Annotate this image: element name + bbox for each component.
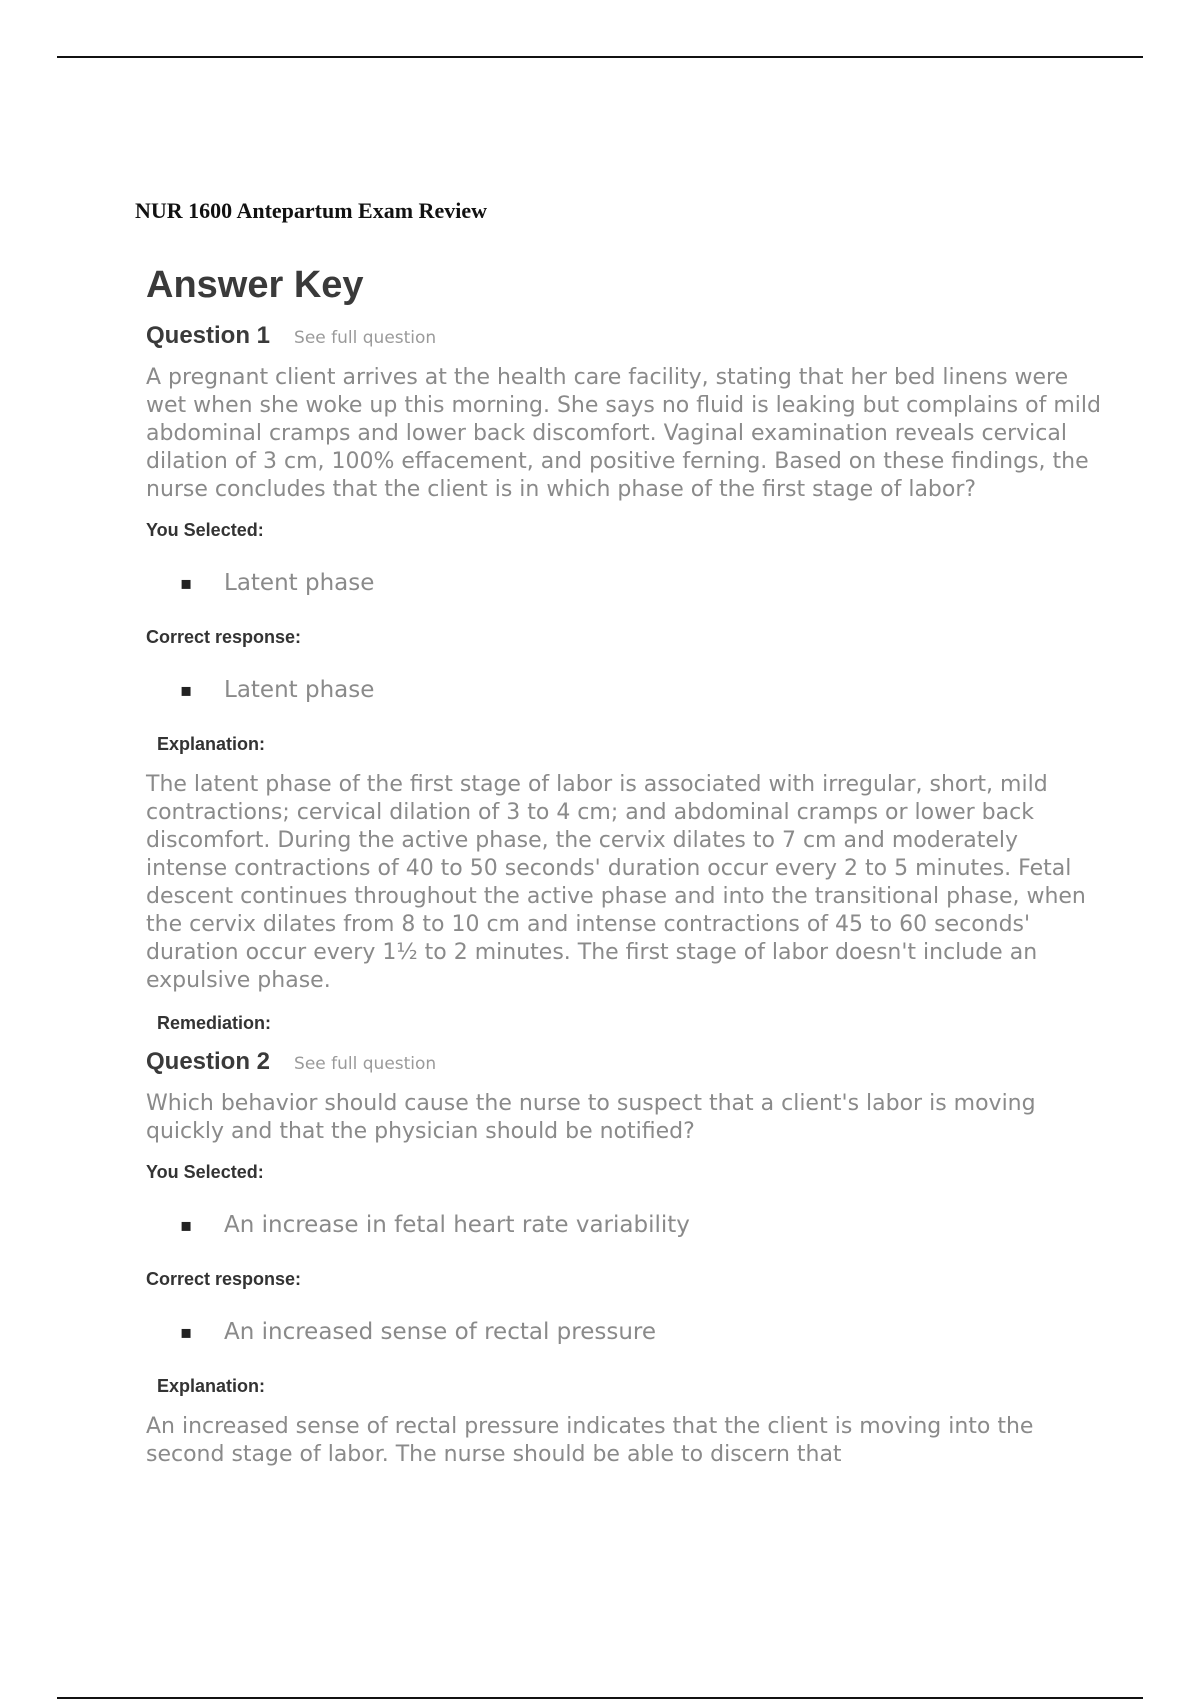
- remediation-label: Remediation:: [157, 1013, 272, 1033]
- you-selected-label: You Selected:: [146, 520, 264, 540]
- you-selected-label: You Selected:: [146, 1162, 264, 1182]
- correct-answer: [146, 1302, 1106, 1362]
- bullet-icon: ▪: [180, 1214, 193, 1236]
- correct-response-label: Correct response:: [146, 627, 302, 647]
- explanation-label: Explanation:: [157, 1376, 266, 1396]
- correct-answer-text: An increased sense of rectal pressure: [224, 1319, 657, 1345]
- question-block: [146, 1048, 1106, 1469]
- bottom-rule: [57, 1697, 1143, 1699]
- top-rule: [57, 56, 1143, 58]
- bullet-icon: ▪: [180, 679, 193, 701]
- question-text: A pregnant client arrives at the health care facility, stating that her bed linens were wet when she woke up this morning. She says no fluid is leaking but complains of mild abdominal cramps and lower back discomfort. Vaginal examination reveals cervical dilation of 3 cm, 100% effacement, and positive ferning. Based on these findings, the nurse concludes that the client is in which phase of the first stage of labor?: [146, 365, 1101, 502]
- bullet-icon: ▪: [180, 1321, 193, 1343]
- selected-answer-text: An increase in fetal heart rate variability: [224, 1212, 690, 1238]
- correct-answer-text: Latent phase: [224, 677, 375, 703]
- question-title: Question 1: [146, 322, 271, 349]
- answer-key-heading: Answer Key: [146, 264, 364, 306]
- see-full-question-link[interactable]: See full question: [294, 1054, 437, 1074]
- explanation-text: The latent phase of the first stage of labor is associated with irregular, short, mild contractions; cervical dilation of 3 to 4 cm; and abdominal cramps or lower back discomfort. During the active phase, the cervix dilates to 7 cm and moderately intense contractions of 40 to 50 seconds' duration occur every 2 to 5 minutes. Fetal descent continues throughout the active phase and into the transitional phase, when the cervix dilates from 8 to 10 cm and intense contractions of 45 to 60 seconds' duration occur every 1½ to 2 minutes. The first stage of labor doesn't include an expulsive phase.: [146, 772, 1086, 993]
- see-full-question-link[interactable]: See full question: [294, 328, 437, 348]
- document-title: NUR 1600 Antepartum Exam Review: [135, 198, 487, 223]
- question-block: [146, 322, 1106, 1034]
- selected-answer: [146, 553, 1106, 613]
- selected-answer: [146, 1195, 1106, 1255]
- answer-key-content: [146, 262, 1106, 1469]
- explanation-label: Explanation:: [157, 734, 266, 754]
- selected-answer-text: Latent phase: [224, 570, 375, 596]
- question-header: [146, 1048, 1106, 1076]
- question-title: Question 2: [146, 1048, 271, 1075]
- explanation-text: An increased sense of rectal pressure indicates that the client is moving into the second stage of labor. The nurse should be able to discern that: [146, 1414, 1034, 1467]
- question-header: [146, 322, 1106, 350]
- question-text: Which behavior should cause the nurse to suspect that a client's labor is moving quickly and that the physician should be notified?: [146, 1091, 1036, 1144]
- correct-response-label: Correct response:: [146, 1269, 302, 1289]
- correct-answer: [146, 660, 1106, 720]
- bullet-icon: ▪: [180, 572, 193, 594]
